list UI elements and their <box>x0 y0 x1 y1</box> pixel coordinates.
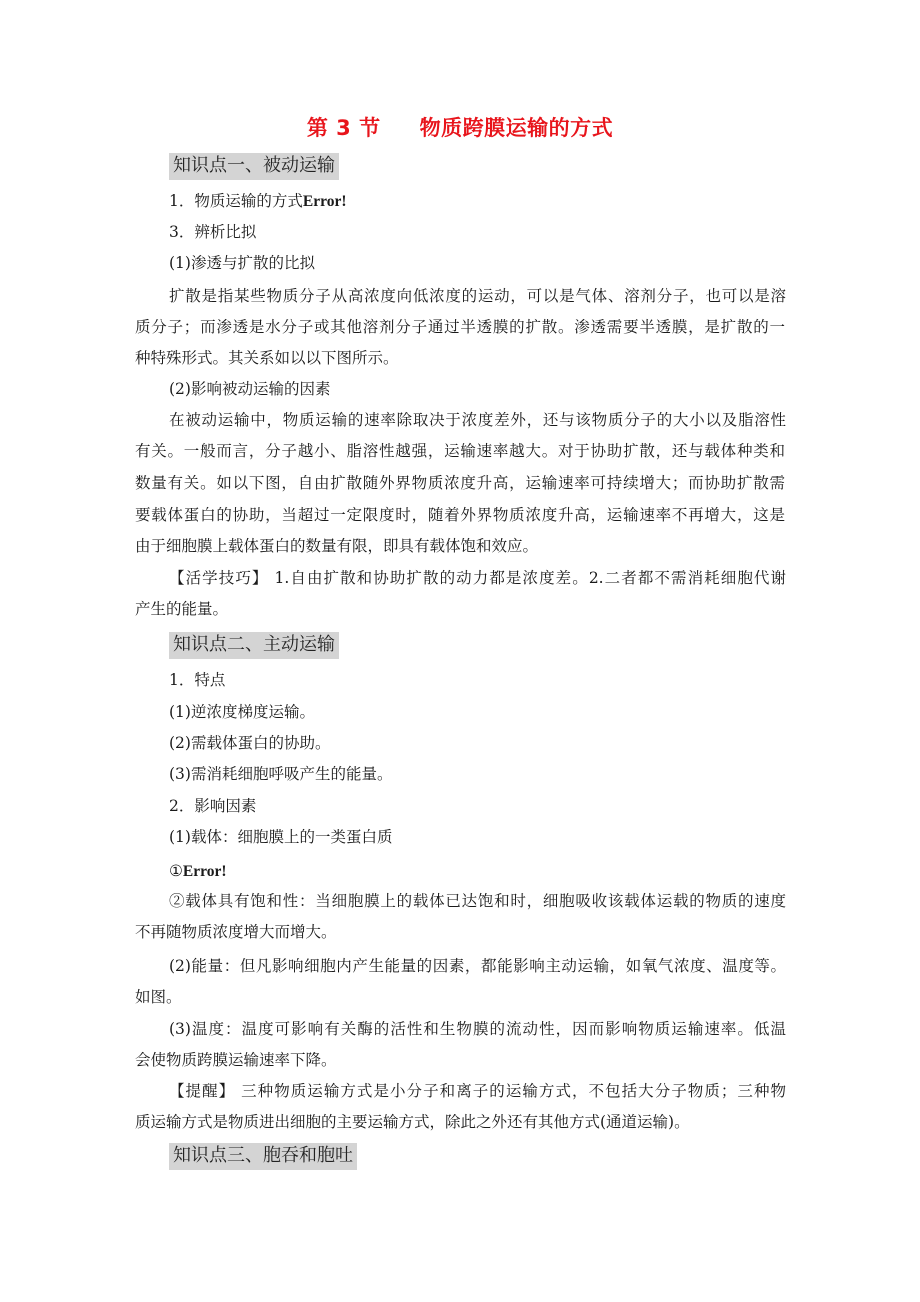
section-heading-passive-transport: 知识点一、被动运输 <box>169 153 339 180</box>
text-line: (2)影响被动运输的因素 <box>169 380 331 398</box>
paragraph-line: ②载体具有饱和性：当细胞膜上的载体已达饱和时，细胞吸收该载体运载的物质的速度 <box>169 892 786 910</box>
tip-line: 【活学技巧】 1.自由扩散和协助扩散的动力都是浓度差。2.二者都不需消耗细胞代谢 <box>169 569 786 587</box>
text-line: (1)载体：细胞膜上的一类蛋白质 <box>169 828 393 846</box>
text-line: (3)需消耗细胞呼吸产生的能量。 <box>169 765 393 783</box>
paragraph-line: (2)能量：但凡影响细胞内产生能量的因素，都能影响主动运输，如氧气浓度、温度等。 <box>169 957 786 975</box>
paragraph-line: 种特殊形式。其关系如以以下图所示。 <box>135 349 399 367</box>
section-heading-active-transport: 知识点二、主动运输 <box>169 632 339 659</box>
section-heading-endocytosis-exocytosis: 知识点三、胞吞和胞吐 <box>169 1143 357 1170</box>
paragraph-line: 不再随物质浓度增大而增大。 <box>135 923 337 941</box>
text-line: 3．辨析比拟 <box>169 223 257 241</box>
text-line: (1)逆浓度梯度运输。 <box>169 703 315 721</box>
tip-line: 【提醒】 三种物质运输方式是小分子和离子的运输方式，不包括大分子物质；三种物 <box>169 1082 786 1100</box>
text-fragment: 1．物质运输的方式 <box>169 192 303 210</box>
text-line: 2．影响因素 <box>169 797 257 815</box>
paragraph-line: 由于细胞膜上载体蛋白的数量有限，即具有载体饱和效应。 <box>135 537 539 555</box>
paragraph-line: 扩散是指某些物质分子从高浓度向低浓度的运动，可以是气体、溶剂分子，也可以是溶 <box>169 287 786 305</box>
paragraph-line: 如图。 <box>135 988 182 1006</box>
paragraph-line: 质分子；而渗透是水分子或其他溶剂分子通过半透膜的扩散。渗透需要半透膜，是扩散的一 <box>135 318 785 336</box>
text-line: (1)渗透与扩散的比拟 <box>169 254 315 272</box>
text-fragment: ① <box>169 862 183 880</box>
paragraph-line: 数量有关。如以下图，自由扩散随外界物质浓度升高，运输速率可持续增大；而协助扩散需 <box>135 474 785 492</box>
tip-line: 质运输方式是物质进出细胞的主要运输方式，除此之外还有其他方式(通道运输)。 <box>135 1113 690 1131</box>
error-placeholder: Error! <box>182 863 227 880</box>
paragraph-line: 要载体蛋白的协助，当超过一定限度时，随着外界物质浓度升高，运输速率不再增大，这是 <box>135 506 785 524</box>
page-title: 第 3 节 物质跨膜运输的方式 <box>306 116 614 140</box>
error-placeholder: Error! <box>302 193 347 210</box>
tip-line: 产生的能量。 <box>135 600 229 618</box>
paragraph-line: (3)温度：温度可影响有关酶的活性和生物膜的流动性，因而影响物质运输速率。低温 <box>169 1020 786 1038</box>
paragraph-line: 会使物质跨膜运输速率下降。 <box>135 1051 337 1069</box>
paragraph-line: 有关。一般而言，分子越小、脂溶性越强，运输速率越大。对于协助扩散，还与载体种类和 <box>135 442 785 460</box>
text-line <box>169 860 227 883</box>
text-line: (2)需载体蛋白的协助。 <box>169 734 331 752</box>
paragraph-line: 在被动运输中，物质运输的速率除取决于浓度差外，还与该物质分子的大小以及脂溶性 <box>169 411 786 429</box>
text-line: 1．特点 <box>169 671 226 689</box>
text-line <box>169 190 346 213</box>
